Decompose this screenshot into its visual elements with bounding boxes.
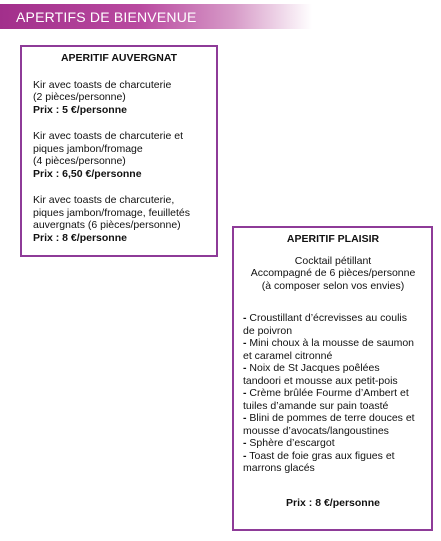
pieces-list [243, 312, 423, 475]
list-dash: - [243, 412, 247, 424]
offer-description: Kir avec toasts de charcuterie et piques jambon/fromage (4 pièces/personne) [33, 130, 183, 167]
offer-description: Kir avec toasts de charcuterie, piques jambon/fromage, feuilletés auvergnats (6 pièces/personne) [33, 194, 191, 231]
list-item [243, 450, 423, 475]
offer-price: Prix : 5 €/personne [33, 103, 127, 116]
piece-text: Noix de St Jacques poêlées tandoori et mousse aux petit-pois [243, 362, 398, 387]
list-item [243, 337, 423, 362]
aperitif-plaisir-box [232, 226, 433, 531]
aperitif-plaisir-price: Prix : 8 €/personne [286, 496, 380, 509]
aperitif-plaisir-title: APERITIF PLAISIR [286, 233, 380, 245]
piece-text: Mini choux à la mousse de saumon et caramel citronné [243, 337, 415, 362]
list-dash: - [243, 312, 247, 324]
list-item [243, 362, 423, 387]
offer-description: Kir avec toasts de charcuterie (2 pièces/personne) [33, 78, 172, 103]
aperitif-auvergnat-title: APERITIF AUVERGNAT [60, 52, 178, 64]
aperitif-plaisir-intro: Cocktail pétillant Accompagné de 6 pièces/personne (à composer selon vos envies) [250, 254, 416, 292]
list-item [243, 387, 423, 412]
piece-text: Toast de foie gras aux figues et marrons glacés [243, 449, 395, 474]
list-dash: - [243, 449, 247, 462]
list-item [243, 312, 423, 337]
list-item [243, 412, 423, 437]
list-dash: - [243, 337, 247, 349]
offer-price: Prix : 8 €/personne [33, 231, 127, 244]
list-dash: - [243, 437, 247, 449]
list-dash: - [243, 362, 247, 374]
section-title: APERTIFS DE BIENVENUE [16, 9, 197, 25]
piece-text: Blini de pommes de terre douces et mousse d’avocats/langoustines [243, 412, 415, 437]
offer-item [33, 194, 205, 244]
list-dash: - [243, 387, 247, 399]
aperitif-auvergnat-box [20, 45, 218, 257]
list-item [243, 437, 423, 450]
piece-text: Croustillant d’écrevisses au coulis de poivron [243, 312, 407, 337]
offer-item [33, 130, 205, 180]
section-banner [0, 4, 312, 29]
piece-text: Sphère d’escargot [249, 437, 335, 449]
offer-price: Prix : 6,50 €/personne [33, 167, 142, 180]
piece-text: Crème brûlée Fourme d’Ambert et tuiles d’amande sur pain toasté [243, 387, 409, 412]
offer-item [33, 79, 205, 117]
